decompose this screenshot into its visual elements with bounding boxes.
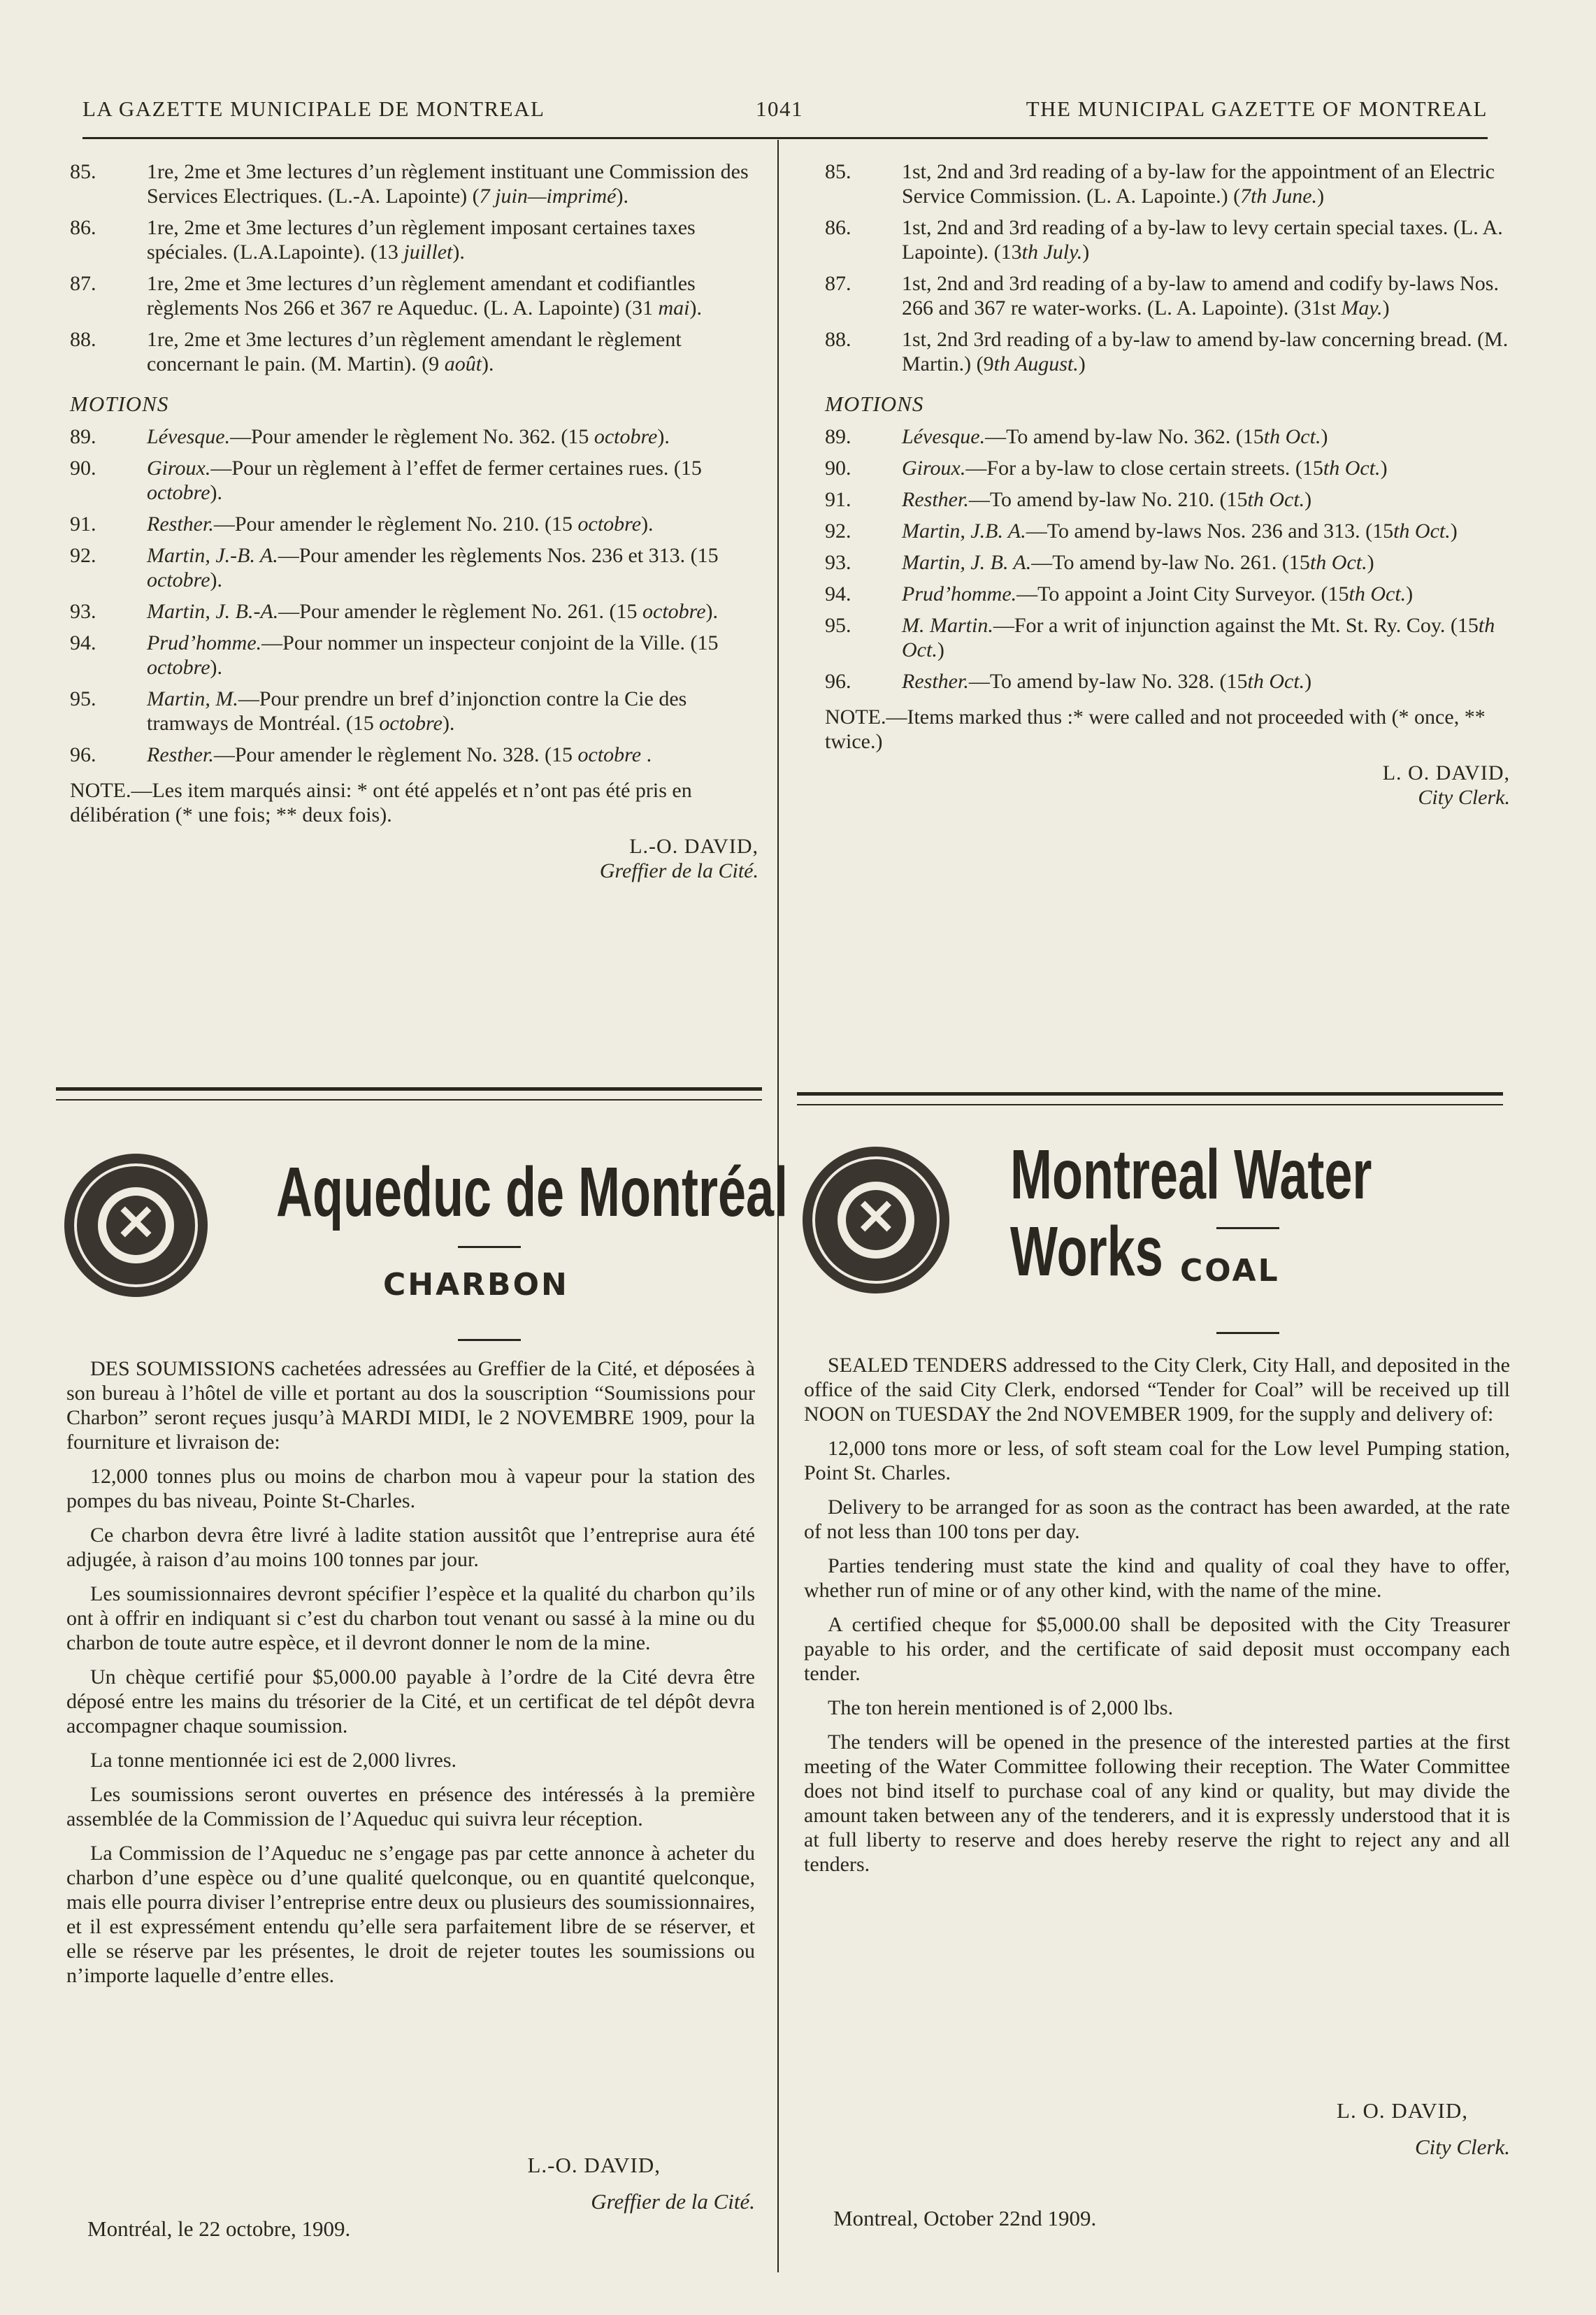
- french-tender-signature: [66, 2145, 755, 2215]
- item-body: 1re, 2me et 3me lectures d’un règlement instituant une Commission des Services Electriques. (L.-A. Lapointe) (: [147, 160, 749, 208]
- item-number: 85.: [70, 160, 96, 183]
- motion-date: th Oct.: [1393, 519, 1451, 543]
- motion-date: octobre: [642, 600, 706, 623]
- french-tender-sig-name: L.-O. DAVID,: [527, 2153, 661, 2177]
- motion-tail: ): [937, 638, 944, 661]
- motion-name: Resther.: [147, 513, 214, 536]
- motion-number: 89.: [70, 425, 96, 448]
- motion-number: 92.: [70, 544, 96, 567]
- motion-date: octobre: [594, 425, 658, 448]
- tender-paragraph: La Commission de l’Aqueduc ne s’engage pas par cette annonce à acheter du charbon d’une espèce ou d’une qualité quelconque, ou en quantité quelconque, mais elle pourra diviser l’entreprise entre deux ou plusieurs des soumissionnaires, et il est expressément entendu qu’elle sera parfaitement libre de se réserver, et elle se réserve par les présentes, le droit de rejeter toutes les soumissions ou n’importe laquelle d’entre elles.: [66, 1842, 755, 1987]
- item-text: [902, 159, 1510, 208]
- tender-paragraph: A certified cheque for $5,000.00 shall be deposited with the City Treasurer payable to his order, and the certificate of said deposit must occompany each tender.: [804, 1613, 1510, 1685]
- motion-text: [902, 456, 1510, 480]
- item-body: 1st, 2nd and 3rd reading of a by-law to amend and codify by-laws Nos. 266 and 367 re water-works. (L. A. Lapointe). (31st: [902, 272, 1499, 320]
- tender-paragraph: 12,000 tonnes plus ou moins de charbon mou à vapeur pour la station des pompes du bas niveau, Pointe St-Charles.: [66, 1465, 755, 1512]
- motion-number: 89.: [825, 425, 851, 448]
- motion-date: octobre: [147, 568, 210, 592]
- motion-name: Resther.: [147, 743, 214, 766]
- french-agenda-list: [70, 159, 759, 883]
- motion-text: [902, 669, 1510, 694]
- motion-number: 96.: [825, 670, 851, 693]
- motion-text: [147, 599, 759, 624]
- item-tail: ): [1082, 241, 1090, 264]
- english-tender-body: [804, 1353, 1510, 1886]
- motion-item: [70, 424, 759, 449]
- motion-text: [147, 512, 759, 536]
- motion-text: [902, 582, 1510, 606]
- motion-number: 94.: [825, 582, 851, 605]
- item-text: [147, 159, 759, 208]
- item-number: 85.: [825, 160, 851, 183]
- item-tail: ).: [616, 185, 628, 208]
- item-number: 86.: [70, 216, 96, 239]
- motion-body: —To amend by-law No. 362. (15: [985, 425, 1264, 448]
- french-tender-sig-title: Greffier de la Cité.: [591, 2189, 755, 2214]
- signature-name: L. O. DAVID,: [1382, 761, 1510, 784]
- tender-paragraph: Ce charbon devra être livré à ladite station aussitôt que l’entreprise aura été adjugée, à raison d’au moins 100 tonnes par jour.: [66, 1524, 755, 1571]
- motion-tail: ): [1367, 551, 1374, 574]
- item-tail: ): [1078, 352, 1086, 375]
- motion-name: Martin, J. B.-A.: [147, 600, 279, 623]
- motion-item: [825, 519, 1510, 543]
- list-item: [825, 215, 1510, 264]
- city-seal-icon: ✕: [803, 1147, 949, 1293]
- english-agenda-list: [825, 159, 1510, 810]
- motion-date: th Oct.: [1349, 582, 1407, 605]
- motion-tail: ).: [210, 568, 223, 592]
- motion-number: 96.: [70, 743, 96, 766]
- tender-paragraph: SEALED TENDERS addressed to the City Clerk, City Hall, and deposited in the office of the said City Clerk, endorsed “Tender for Coal” will be received up till NOON on TUESDAY the 2nd NOVEMBER 1909, for the supply and delivery of:: [804, 1354, 1510, 1426]
- french-subtitle-rule: [458, 1339, 521, 1341]
- item-number: 87.: [825, 272, 851, 295]
- motion-name: Lévesque.: [147, 425, 231, 448]
- motion-tail: ): [1406, 582, 1414, 605]
- item-text: [147, 327, 759, 376]
- motion-body: —To amend by-law No. 210. (15: [968, 488, 1248, 511]
- motion-number: 93.: [825, 551, 851, 574]
- motion-item: [825, 613, 1510, 662]
- french-tender-date: Montréal, le 22 octobre, 1909.: [87, 2216, 351, 2241]
- motion-name: Martin, J.B. A.: [902, 519, 1026, 543]
- motion-text: [147, 543, 759, 592]
- motion-name: Martin, J. B. A.: [902, 551, 1032, 574]
- motion-item: [825, 550, 1510, 575]
- motion-tail: ).: [641, 513, 654, 536]
- item-date: May.: [1341, 296, 1383, 320]
- motion-item: [70, 543, 759, 592]
- motion-tail: ).: [210, 656, 223, 679]
- motion-number: 90.: [825, 457, 851, 480]
- motion-text: [902, 550, 1510, 575]
- item-body: 1re, 2me et 3me lectures d’un règlement imposant certaines taxes spéciales. (L.A.Lapointe). (13: [147, 216, 696, 264]
- motion-tail: ).: [657, 425, 670, 448]
- motion-tail: ): [1321, 425, 1328, 448]
- motion-body: —Pour nommer un inspecteur conjoint de la Ville. (15: [261, 631, 719, 654]
- note-text: NOTE.—Items marked thus :* were called and not proceeded with (* once, ** twice.): [825, 705, 1486, 753]
- item-body: 1st, 2nd and 3rd reading of a by-law to levy certain special taxes. (L. A. Lapointe). (13: [902, 216, 1503, 264]
- tender-paragraph: Un chèque certifié pour $5,000.00 payable à l’ordre de la Cité devra être déposé entre les mains du trésorier de la Cité, et un certificat de tel dépôt devra accompagner chaque soumission.: [66, 1665, 755, 1737]
- motion-number: 94.: [70, 631, 96, 654]
- list-item: [70, 159, 759, 208]
- item-tail: ): [1382, 296, 1390, 320]
- motion-item: [825, 456, 1510, 480]
- item-number: 86.: [825, 216, 851, 239]
- signature-title: Greffier de la Cité.: [599, 859, 759, 882]
- motion-name: Martin, M.: [147, 687, 238, 710]
- tender-paragraph: DES SOUMISSIONS cachetées adressées au Greffier de la Cité, et déposées à son bureau à l’hôtel de ville et portant au dos la souscription “Soumissions pour Charbon” seront reçues jusqu’à MARDI MIDI, le 2 NOVEMBRE 1909, pour la fourniture et livraison de:: [66, 1357, 755, 1454]
- motion-date: th Oct.: [1247, 670, 1305, 693]
- french-title-rule: [458, 1246, 521, 1248]
- item-body: 1re, 2me et 3me lectures d’un règlement amendant le règlement concernant le pain. (M. Martin). (9: [147, 328, 682, 375]
- item-text: [147, 271, 759, 320]
- motion-name: Lévesque.: [902, 425, 986, 448]
- list-item: [70, 215, 759, 264]
- motion-item: [70, 631, 759, 680]
- motion-tail: ).: [705, 600, 719, 623]
- motion-number: 93.: [70, 600, 96, 623]
- tender-paragraph: Parties tendering must state the kind and quality of coal they have to offer, whether run of mine or of any other kind, with the name of the mine.: [804, 1554, 1510, 1602]
- english-tender-sig-name: L. O. DAVID,: [1337, 2098, 1468, 2123]
- item-date: août: [444, 352, 482, 375]
- item-date: 7th June.: [1240, 185, 1318, 208]
- tender-paragraph: 12,000 tons more or less, of soft steam coal for the Low level Pumping station, Point St. Charles.: [804, 1437, 1510, 1484]
- item-date: 7 juin—imprimé: [479, 185, 617, 208]
- motion-date: octobre: [147, 656, 210, 679]
- french-section-separator: [56, 1087, 762, 1101]
- motion-date: th Oct.: [1309, 551, 1367, 574]
- motion-text: [147, 743, 759, 767]
- item-date: th July.: [1021, 241, 1083, 264]
- motion-item: [825, 582, 1510, 606]
- motion-number: 90.: [70, 457, 96, 480]
- motion-body: —Pour amender le règlement No. 328. (15: [213, 743, 578, 766]
- signature-name: L.-O. DAVID,: [629, 835, 759, 858]
- motion-date: octobre: [577, 513, 642, 536]
- motion-number: 91.: [70, 513, 96, 536]
- item-number: 88.: [70, 328, 96, 351]
- motion-body: —Pour amender les règlements Nos. 236 et 313. (15: [278, 544, 719, 567]
- item-body: 1re, 2me et 3me lectures d’un règlement amendant et codifiantles règlements Nos 266 et 367 re Aqueduc. (L. A. Lapointe) (31: [147, 272, 696, 320]
- english-section-separator: [797, 1092, 1503, 1105]
- motions-heading: MOTIONS: [70, 392, 169, 416]
- motion-body: —To amend by-law No. 328. (15: [968, 670, 1248, 693]
- motion-item: [825, 424, 1510, 449]
- motion-date: th Oct.: [1323, 457, 1381, 480]
- tender-paragraph: Les soumissions seront ouvertes en présence des intéressés à la première assemblée de la Commission de l’Aqueduc qui suivra leur réception.: [66, 1783, 755, 1830]
- motion-text: [902, 519, 1510, 543]
- header-french-title: LA GAZETTE MUNICIPALE DE MONTREAL: [82, 96, 545, 121]
- tender-paragraph: Les soumissionnaires devront spécifier l’espèce et la qualité du charbon qu’ils ont à offrir en indiquant si c’est du charbon tout venant ou sassé à la mine ou du charbon de toute autre espèce, et il devront donner le nom de la mine.: [66, 1582, 755, 1654]
- item-text: [902, 271, 1510, 320]
- item-body: 1st, 2nd and 3rd reading of a by-law for the appointment of an Electric Service Commission. (L. A. Lapointe.) (: [902, 160, 1495, 208]
- motion-number: 95.: [825, 614, 851, 637]
- list-item: [70, 271, 759, 320]
- motion-item: [70, 456, 759, 505]
- motion-item: [825, 669, 1510, 694]
- motion-date: octobre: [147, 481, 210, 504]
- motion-item: [70, 743, 759, 767]
- motion-body: —Pour un règlement à l’effet de fermer certaines rues. (15: [210, 457, 702, 480]
- item-text: [902, 327, 1510, 376]
- motion-date: th Oct.: [1263, 425, 1321, 448]
- motion-body: —Pour amender le règlement No. 210. (15: [213, 513, 578, 536]
- motion-body: —To appoint a Joint City Surveyor. (15: [1016, 582, 1349, 605]
- item-date: th August.: [993, 352, 1079, 375]
- header-english-title: THE MUNICIPAL GAZETTE OF MONTREAL: [1026, 96, 1488, 121]
- english-tender-sig-title: City Clerk.: [1414, 2135, 1510, 2159]
- tender-paragraph: The ton herein mentioned is of 2,000 lbs.: [828, 1696, 1174, 1719]
- motion-name: M. Martin.: [902, 614, 993, 637]
- motion-item: [70, 512, 759, 536]
- motion-item: [70, 687, 759, 736]
- motion-number: 95.: [70, 687, 96, 710]
- item-text: [902, 215, 1510, 264]
- english-title-rule: [1216, 1227, 1279, 1229]
- english-tender-subtitle: COAL: [1180, 1253, 1280, 1289]
- tender-paragraph: La tonne mentionnée ici est de 2,000 livres.: [90, 1749, 457, 1772]
- motion-item: [825, 487, 1510, 512]
- list-item: [825, 271, 1510, 320]
- motion-date: octobre: [379, 712, 443, 735]
- motion-text: [902, 613, 1510, 662]
- motion-number: 92.: [825, 519, 851, 543]
- motion-date: th Oct.: [1247, 488, 1305, 511]
- motions-heading: MOTIONS: [825, 392, 924, 416]
- motion-body: —For a writ of injunction against the Mt. St. Ry. Coy. (15: [993, 614, 1479, 637]
- city-seal-icon: ✕: [64, 1154, 208, 1297]
- motion-item: [70, 599, 759, 624]
- motion-body: —To amend by-laws Nos. 236 and 313. (15: [1026, 519, 1394, 543]
- motion-name: Giroux.: [902, 457, 966, 480]
- header-rule: [82, 137, 1488, 139]
- tender-paragraph: Delivery to be arranged for as soon as the contract has been awarded, at the rate of not less than 100 tons per day.: [804, 1496, 1510, 1543]
- motion-tail: ): [1450, 519, 1458, 543]
- motion-body: —Pour amender le règlement No. 261. (15: [278, 600, 642, 623]
- motion-tail: ): [1304, 670, 1312, 693]
- motion-text: [902, 487, 1510, 512]
- list-item: [825, 159, 1510, 208]
- list-item: [825, 327, 1510, 376]
- motion-date: th Oct.: [902, 614, 1495, 661]
- motion-tail: ).: [210, 481, 223, 504]
- french-tender-title: Aqueduc de Montréal: [276, 1153, 789, 1231]
- french-tender-subtitle: CHARBON: [383, 1267, 569, 1303]
- motion-number: 91.: [825, 488, 851, 511]
- motion-text: [147, 456, 759, 505]
- english-tender-title: Montreal Water Works: [1010, 1135, 1372, 1291]
- motion-name: Prud’homme.: [147, 631, 262, 654]
- motion-name: Giroux.: [147, 457, 211, 480]
- item-number: 88.: [825, 328, 851, 351]
- tender-paragraph: The tenders will be opened in the presence of the interested parties at the first meeting of the Water Committee following their reception. The Water Committee does not bind itself to purchase coal of any kind or quality, but may divide the amount taken between any of the tenderers, and it is expressly understood that it is at full liberty to reserve and does hereby reserve the right to reject any and all tenders.: [804, 1730, 1510, 1876]
- item-tail: ).: [452, 241, 465, 264]
- motion-body: —For a by-law to close certain streets. (15: [965, 457, 1323, 480]
- motion-text: [902, 424, 1510, 449]
- item-tail: ).: [689, 296, 702, 320]
- motion-tail: ): [1380, 457, 1388, 480]
- motion-date: octobre: [577, 743, 642, 766]
- page-header: [82, 89, 1488, 131]
- item-tail: ): [1317, 185, 1325, 208]
- motion-text: [147, 687, 759, 736]
- motion-name: Martin, J.-B. A.: [147, 544, 278, 567]
- note-text: NOTE.—Les item marqués ainsi: * ont été appelés et n’ont pas été pris en délibération (* une fois; ** deux fois).: [70, 779, 692, 826]
- motion-body: —Pour amender le règlement No. 362. (15: [230, 425, 594, 448]
- motion-name: Prud’homme.: [902, 582, 1017, 605]
- signature-title: City Clerk.: [1418, 786, 1510, 809]
- motion-tail: ).: [442, 712, 455, 735]
- motion-name: Resther.: [902, 670, 969, 693]
- motion-tail: ): [1304, 488, 1312, 511]
- english-tender-signature: [804, 2091, 1510, 2160]
- motion-name: Resther.: [902, 488, 969, 511]
- english-subtitle-rule: [1216, 1332, 1279, 1334]
- item-text: [147, 215, 759, 264]
- french-tender-body: [66, 1356, 755, 1998]
- motion-text: [147, 424, 759, 449]
- english-tender-date: Montreal, October 22nd 1909.: [833, 2206, 1097, 2230]
- motion-tail: .: [641, 743, 652, 766]
- item-tail: ).: [482, 352, 494, 375]
- item-date: mai: [658, 296, 690, 320]
- item-body: 1st, 2nd 3rd reading of a by-law to amend by-law concerning bread. (M. Martin.) (9: [902, 328, 1509, 375]
- item-date: juillet: [403, 241, 453, 264]
- list-item: [70, 327, 759, 376]
- motion-body: —To amend by-law No. 261. (15: [1031, 551, 1310, 574]
- motion-text: [147, 631, 759, 680]
- item-number: 87.: [70, 272, 96, 295]
- page-number: 1041: [756, 96, 803, 121]
- motion-body: —Pour prendre un bref d’injonction contre la Cie des tramways de Montréal. (15: [147, 687, 687, 735]
